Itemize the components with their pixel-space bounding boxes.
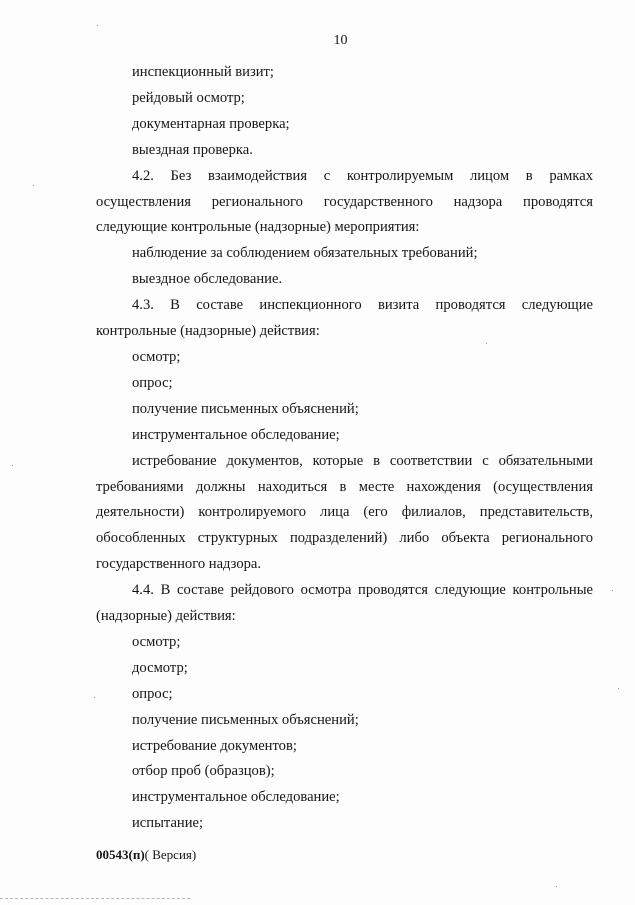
- list-item: выездное обследование.: [132, 271, 283, 288]
- scan-speck: [612, 590, 613, 591]
- list-item: отбор проб (образцов);: [132, 763, 275, 780]
- list-item: опрос;: [132, 374, 173, 391]
- document-footer: [96, 847, 196, 863]
- paragraph-4-2: 4.2. Без взаимодействия с контролируемым лицом в рамках осуществления регионального государственного надзора проводятся следующие контрольные (надзорные) мероприятия:: [96, 167, 593, 236]
- list-item: выездная проверка.: [132, 141, 253, 158]
- document-body: [96, 60, 593, 837]
- page-number: 10: [333, 33, 348, 48]
- scan-speck: [618, 688, 619, 689]
- paragraph-4-4: 4.4. В составе рейдового осмотра проводятся следующие контрольные (надзорные) действия:: [96, 582, 593, 625]
- list-item: рейдовый осмотр;: [132, 89, 245, 106]
- list-item: инструментальное обследование;: [132, 426, 340, 443]
- list-item: досмотр;: [132, 659, 188, 676]
- scan-speck: [556, 886, 557, 887]
- list-item: получение письменных объяснений;: [132, 711, 359, 728]
- list-item: осмотр;: [132, 348, 181, 365]
- list-item: осмотр;: [132, 633, 181, 650]
- document-version: ( Версия): [144, 847, 197, 862]
- list-item: документарная проверка;: [132, 115, 290, 132]
- scan-speck: [94, 697, 95, 698]
- scan-speck: [33, 185, 34, 186]
- list-item: опрос;: [132, 685, 173, 702]
- list-item: инструментальное обследование;: [132, 789, 340, 806]
- list-item: истребование документов;: [132, 737, 297, 754]
- list-item: инспекционный визит;: [132, 64, 274, 80]
- scan-speck: [97, 25, 98, 26]
- scan-speck: [12, 465, 13, 466]
- list-item: испытание;: [132, 815, 204, 832]
- paragraph-document-request: истребование документов, которые в соответствии с обязательными требованиями должны находиться в месте нахождения (осуществления деятельности) контролируемого лица (его филиалов, представительств, обособленных структурных подразделений) либо объекта регионального государственного надзора.: [96, 452, 593, 573]
- scan-speck: [486, 343, 487, 344]
- list-item: получение письменных объяснений;: [132, 400, 359, 417]
- paragraph-4-3: 4.3. В составе инспекционного визита проводятся следующие контрольные (надзорные) действия:: [96, 297, 593, 340]
- footer-divider: [0, 898, 190, 899]
- document-code: 00543(п): [96, 847, 145, 862]
- list-item: наблюдение за соблюдением обязательных требований;: [132, 245, 478, 262]
